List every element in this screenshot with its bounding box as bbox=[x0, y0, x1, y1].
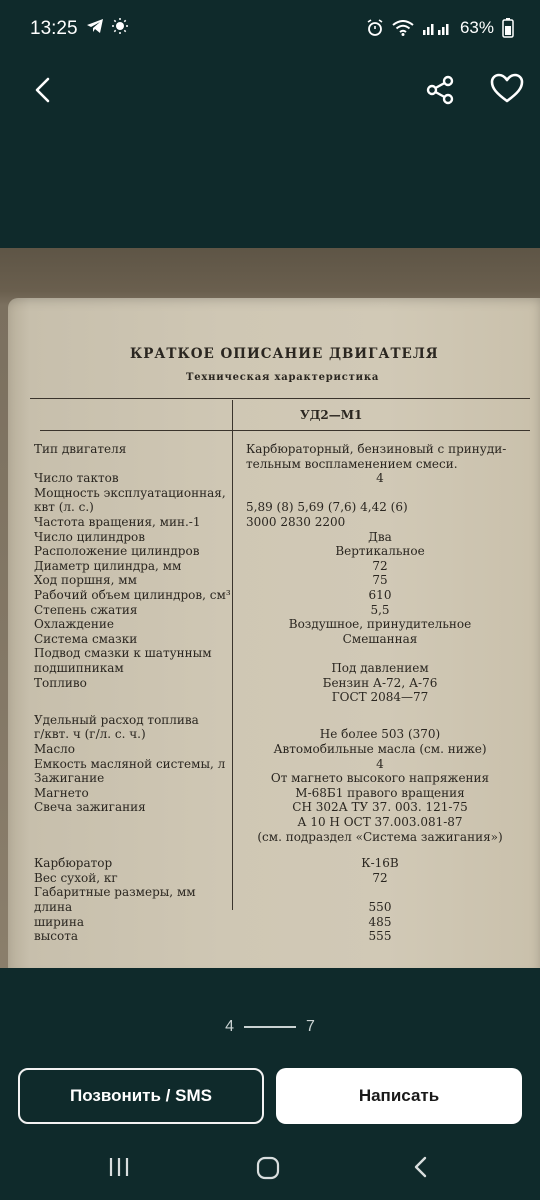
spec-label: Расположение цилиндров bbox=[34, 544, 200, 559]
spec-value: 5,5 bbox=[370, 602, 390, 617]
spec-label: Ход поршня, мм bbox=[34, 573, 137, 588]
spec-label: Емкость масляной системы, л bbox=[34, 756, 226, 771]
top-bar bbox=[0, 58, 540, 128]
spec-label: Магнето bbox=[34, 785, 89, 800]
spec-label: Топливо bbox=[34, 675, 87, 690]
spec-label: Рабочий объем цилиндров, см³ bbox=[34, 588, 231, 602]
spec-label: Масло bbox=[34, 742, 76, 756]
spec-value: ГОСТ 2084—77 bbox=[331, 690, 429, 705]
pager-total: 7 bbox=[306, 1018, 315, 1035]
spec-value: 550 bbox=[368, 900, 392, 914]
spec-value: Автомобильные масла (см. ниже) bbox=[273, 742, 487, 756]
back-nav-icon[interactable] bbox=[408, 1154, 434, 1180]
alarm-icon bbox=[366, 19, 384, 37]
spec-label: Охлаждение bbox=[34, 617, 115, 632]
divider bbox=[30, 398, 530, 399]
spec-value: Бензин А-72, А-76 bbox=[322, 675, 438, 690]
spec-label: Зажигание bbox=[34, 771, 105, 786]
photo-pager bbox=[0, 1018, 540, 1036]
spec-label: Удельный расход топлива bbox=[34, 712, 199, 727]
back-button[interactable] bbox=[24, 70, 64, 110]
spec-label: ширина bbox=[34, 914, 84, 929]
call-sms-button[interactable]: Позвонить / SMS bbox=[18, 1068, 264, 1124]
back-icon bbox=[24, 70, 64, 110]
spec-value: 555 bbox=[368, 929, 392, 944]
spec-label: квт (л. с.) bbox=[34, 500, 94, 515]
pager-current: 4 bbox=[225, 1018, 234, 1035]
share-button[interactable] bbox=[420, 70, 460, 110]
divider bbox=[40, 430, 530, 431]
doc-model: УД2—М1 bbox=[300, 408, 363, 422]
spec-value: Два bbox=[368, 529, 392, 544]
doc-title: КРАТКОЕ ОПИСАНИЕ ДВИГАТЕЛЯ bbox=[130, 346, 439, 362]
spec-value: 485 bbox=[368, 914, 392, 929]
spec-label: высота bbox=[34, 929, 79, 944]
spec-value: 72 bbox=[372, 558, 388, 573]
heart-icon bbox=[486, 68, 528, 110]
spec-label: Габаритные размеры, мм bbox=[34, 885, 196, 900]
spec-label: Тип двигателя bbox=[34, 442, 127, 456]
spec-label: длина bbox=[34, 900, 73, 914]
brightness-icon bbox=[112, 18, 128, 34]
spec-value: К-16В bbox=[361, 856, 399, 871]
battery-icon bbox=[502, 18, 514, 38]
spec-value: 75 bbox=[372, 573, 388, 588]
spec-label: Вес сухой, кг bbox=[34, 870, 118, 885]
spec-label: Число тактов bbox=[34, 471, 119, 486]
spec-label: Частота вращения, мин.-1 bbox=[34, 515, 201, 529]
favorite-button[interactable] bbox=[486, 68, 528, 110]
spec-label: г/квт. ч (г/л. с. ч.) bbox=[34, 727, 146, 742]
home-icon[interactable] bbox=[254, 1154, 282, 1182]
spec-label: Мощность эксплуатационная, bbox=[34, 485, 226, 500]
status-time: 13:25 bbox=[30, 18, 78, 39]
spec-value: Смешанная bbox=[342, 631, 418, 646]
spec-value: Под давлением bbox=[331, 661, 429, 675]
spec-value: Воздушное, принудительное bbox=[288, 617, 472, 632]
telegram-icon bbox=[86, 18, 104, 34]
spec-value: Карбюраторный, бензиновый с принуди- bbox=[246, 442, 507, 456]
pager-line bbox=[244, 1026, 296, 1028]
spec-label: Свеча зажигания bbox=[34, 800, 146, 815]
document-text bbox=[0, 248, 540, 968]
navigation-bar bbox=[0, 1140, 540, 1200]
spec-label: Карбюратор bbox=[34, 856, 113, 871]
column-divider bbox=[232, 400, 233, 910]
spec-value: 5,89 (8) 5,69 (7,6) 4,42 (6) bbox=[246, 500, 408, 515]
spec-value: 610 bbox=[368, 588, 392, 602]
spec-value: А 10 Н ОСТ 37.003.081-87 bbox=[297, 815, 463, 829]
spec-value: М-68Б1 правого вращения bbox=[295, 785, 465, 800]
spec-label: Число цилиндров bbox=[34, 529, 146, 544]
spec-value: 3000 2830 2200 bbox=[246, 515, 346, 529]
share-icon bbox=[420, 70, 460, 110]
battery-percent: 63% bbox=[459, 18, 494, 37]
spec-value: От магнето высокого напряжения bbox=[270, 771, 490, 786]
listing-photo[interactable] bbox=[0, 248, 540, 968]
spec-value: 4 bbox=[376, 471, 384, 486]
spec-label: Система смазки bbox=[34, 631, 138, 646]
spec-value: Не более 503 (370) bbox=[319, 727, 441, 742]
spec-value: 72 bbox=[372, 870, 388, 885]
spec-label: Степень сжатия bbox=[34, 602, 138, 617]
spec-value: (см. подраздел «Система зажигания») bbox=[257, 829, 503, 844]
spec-value: СН 302А ТУ 37. 003. 121-75 bbox=[292, 800, 468, 815]
spec-value: Вертикальное bbox=[335, 544, 425, 559]
write-message-button[interactable]: Написать bbox=[276, 1068, 522, 1124]
spec-label: Диаметр цилиндра, мм bbox=[34, 558, 182, 573]
spec-label: подшипникам bbox=[34, 661, 124, 675]
wifi-icon bbox=[392, 20, 414, 36]
spec-value: тельным воспламенением смеси. bbox=[246, 456, 458, 471]
recent-apps-icon[interactable] bbox=[106, 1154, 132, 1180]
status-bar bbox=[0, 0, 540, 58]
signal-icon bbox=[422, 20, 452, 36]
doc-subtitle: Техническая характеристика bbox=[186, 372, 380, 383]
spec-label: Подвод смазки к шатунным bbox=[34, 646, 212, 661]
spec-value: 4 bbox=[376, 756, 384, 771]
